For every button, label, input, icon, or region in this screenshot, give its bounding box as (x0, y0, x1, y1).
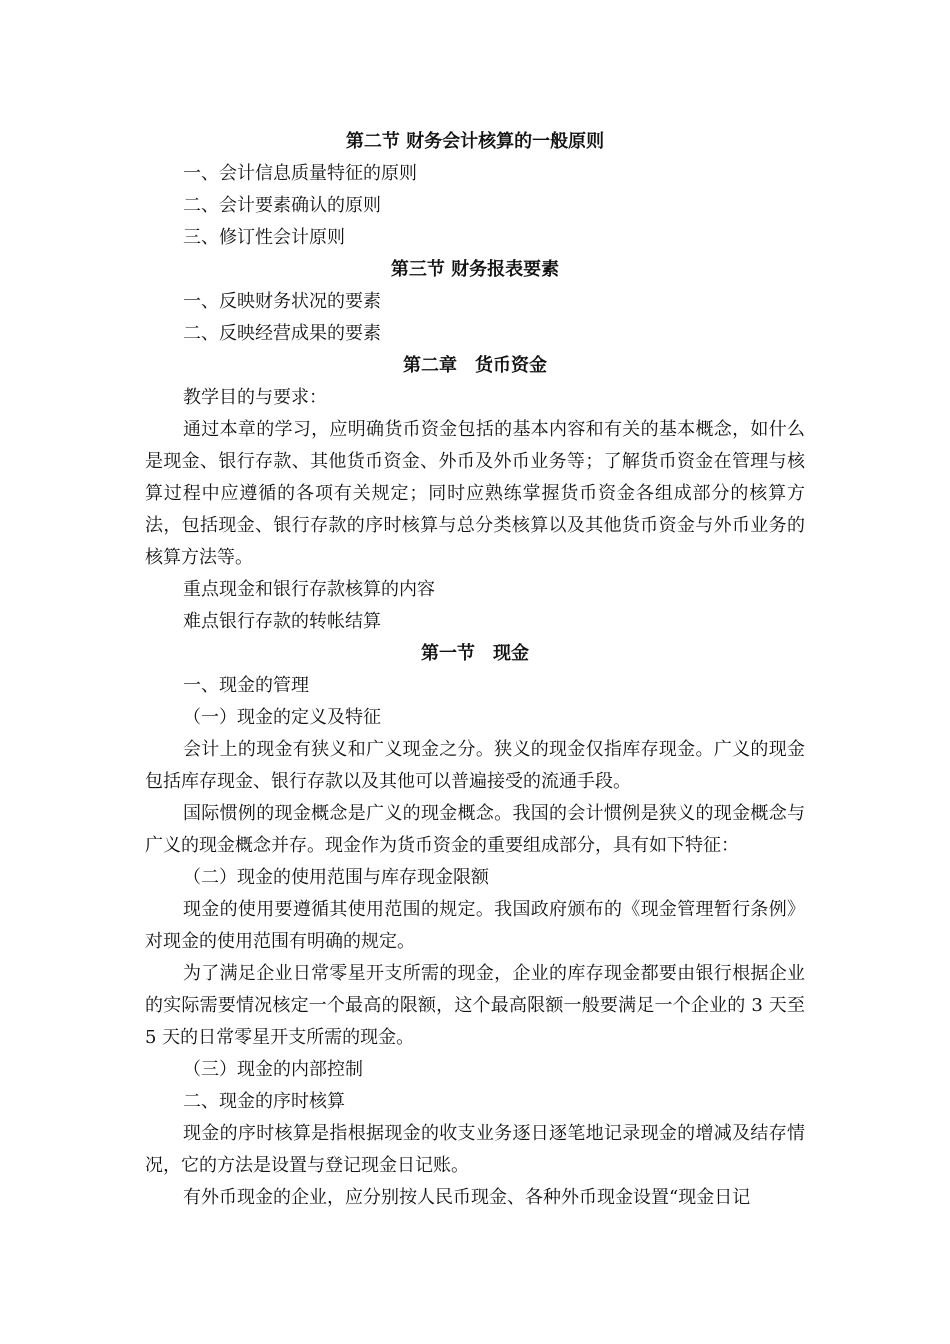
objectives-label: 教学目的与要求： (183, 387, 327, 408)
document-page (145, 126, 805, 1214)
sub-item: （一）现金的定义及特征 (183, 707, 381, 728)
section-heading: 第一节 现金 (421, 643, 529, 664)
section-heading: 第二节 财务会计核算的一般原则 (345, 131, 605, 152)
paragraph: 通过本章的学习，应明确货币资金包括的基本内容和有关的基本概念，如什么是现金、银行存款、其他货币资金、外币及外币业务等；了解货币资金在管理与核算过程中应遵循的各项有关规定；同时应熟练掌握货币资金各组成部分的核算方法，包括现金、银行存款的序时核算与总分类核算以及其他货币资金与外币业务的核算方法等。 (145, 419, 805, 568)
chapter-heading: 第二章 货币资金 (403, 355, 547, 376)
paragraph: 现金的序时核算是指根据现金的收支业务逐日逐笔地记录现金的增减及结存情况，它的方法是设置与登记现金日记账。 (145, 1123, 805, 1176)
list-item: 一、反映财务状况的要素 (183, 291, 381, 312)
list-item: 二、会计要素确认的原则 (183, 195, 381, 216)
key-points: 重点现金和银行存款核算的内容 (183, 579, 435, 600)
paragraph: 会计上的现金有狭义和广义现金之分。狭义的现金仅指库存现金。广义的现金包括库存现金、银行存款以及其他可以普遍接受的流通手段。 (145, 739, 805, 792)
difficult-points: 难点银行存款的转帐结算 (183, 611, 381, 632)
paragraph: 为了满足企业日常零星开支所需的现金，企业的库存现金都要由银行根据企业的实际需要情况核定一个最高的限额，这个最高限额一般要满足一个企业的 3 天至 5 天的日常零星开支所需的现金。 (145, 963, 805, 1048)
list-item: 二、现金的序时核算 (183, 1091, 345, 1112)
list-item: 三、修订性会计原则 (183, 227, 345, 248)
list-item: 一、现金的管理 (183, 675, 309, 696)
list-item: 一、会计信息质量特征的原则 (183, 163, 417, 184)
list-item: 二、反映经营成果的要素 (183, 323, 381, 344)
paragraph: 国际惯例的现金概念是广义的现金概念。我国的会计惯例是狭义的现金概念与广义的现金概念并存。现金作为货币资金的重要组成部分，具有如下特征： (145, 803, 805, 856)
paragraph: 有外币现金的企业，应分别按人民币现金、各种外币现金设置“现金日记 (183, 1187, 751, 1208)
section-heading: 第三节 财务报表要素 (390, 259, 560, 280)
sub-item: （三）现金的内部控制 (183, 1059, 363, 1080)
paragraph: 现金的使用要遵循其使用范围的规定。我国政府颁布的《现金管理暂行条例》对现金的使用范围有明确的规定。 (145, 899, 805, 952)
sub-item: （二）现金的使用范围与库存现金限额 (183, 867, 489, 888)
